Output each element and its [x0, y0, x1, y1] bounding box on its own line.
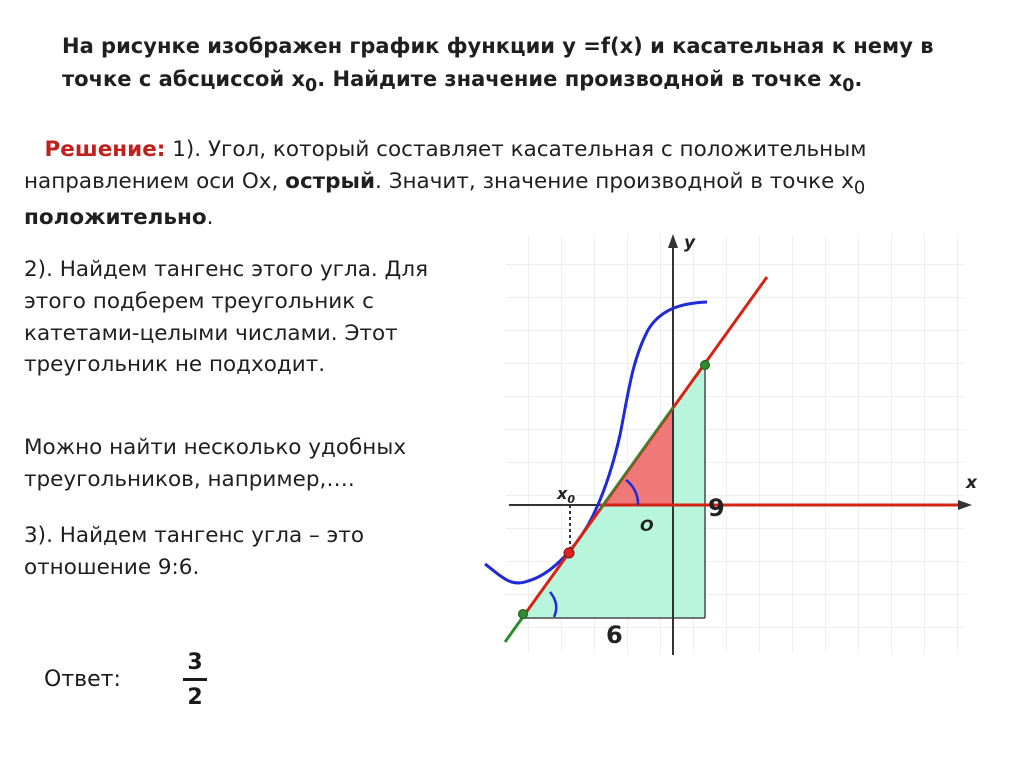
- step-3-text: 3). Найдем тангенс угла – это отношение 9:6.: [24, 523, 365, 580]
- step-2b-text: Можно найти несколько удобных треугольников, например,….: [24, 435, 407, 492]
- title-text-a: точке с абсциссой x: [62, 66, 306, 91]
- solution-label: Решение:: [44, 137, 166, 162]
- tangent-point-lower: [519, 610, 528, 619]
- answer-numerator: 3: [187, 650, 203, 675]
- origin-label: O: [640, 516, 654, 535]
- solution-text-2: . Значит, значение производной в точке x: [375, 168, 854, 194]
- title-text-b: . Найдите значение производной в точке x: [317, 66, 843, 91]
- solution-text-3: .: [206, 204, 214, 230]
- answer-label: Ответ:: [44, 667, 121, 692]
- y-axis-label: y: [684, 233, 696, 253]
- answer-denominator: 2: [187, 685, 203, 710]
- leg-label-6: 6: [606, 621, 623, 649]
- title-line-1: На рисунке изображен график функции y =f(x) и касательная к нему в: [62, 34, 934, 58]
- solution-bold-acute: острый: [285, 168, 376, 194]
- tangent-point-upper: [701, 361, 710, 370]
- solution-bold-positive: положительно: [24, 204, 207, 230]
- solution-sub: 0: [853, 177, 866, 199]
- x-axis-label: x: [966, 473, 977, 493]
- title-text-c: .: [854, 66, 863, 91]
- solution-text-1: 1). Угол, который составляет касательная с положительным направлением оси Ox,: [24, 137, 867, 194]
- title-sub-a: 0: [305, 75, 318, 96]
- tangency-point: [564, 548, 574, 558]
- step-2-text: 2). Найдем тангенс этого угла. Для этого подберем треугольник с катетами-целыми числами. Этот треугольник не подходит.: [24, 257, 429, 378]
- leg-label-9: 9: [708, 494, 725, 522]
- x0-label: $x_0$: [557, 484, 575, 506]
- title-sub-b: 0: [842, 75, 855, 96]
